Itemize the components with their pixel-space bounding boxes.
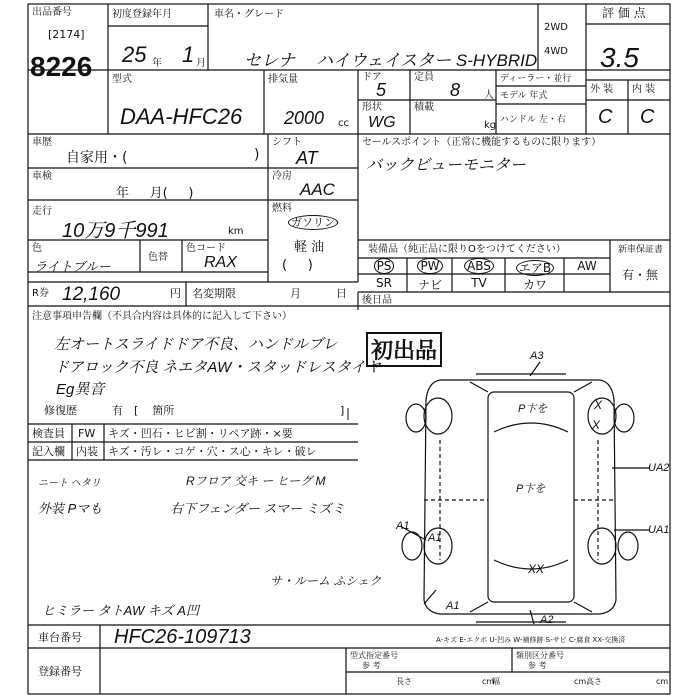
mark-a1-bottom: A1 — [446, 600, 460, 612]
repair-count: [ 箇所 — [134, 404, 175, 417]
equip-navi: ナビ — [417, 278, 442, 292]
shape-label: 形状 — [362, 102, 382, 113]
equip-tv: TV — [471, 276, 487, 290]
remark-4: ヒミラー タトAW キズ A凹 — [42, 603, 199, 618]
reg-year: 25 — [122, 42, 147, 67]
color-code-value: RAX — [204, 254, 237, 271]
type-label: 型式 — [112, 74, 132, 85]
car-name-label: 車名・グレード — [214, 9, 284, 20]
mark-pmc-mid: P卞を — [516, 483, 546, 495]
equip-airbag: エアB — [508, 259, 562, 276]
warranty-value: 有・無 — [622, 268, 659, 282]
history-label: 車歴 — [32, 137, 52, 148]
doors-value: 5 — [376, 80, 387, 100]
remark-2: 外装 Pマも — [38, 501, 103, 516]
remark-2b: 右下フェンダー スマー ミズミ — [170, 501, 345, 516]
notes-line2: ドアロック不良 ネエタAW・スタッドレスタイヤ — [54, 359, 381, 376]
first-reg-label: 初度登録年月 — [112, 9, 172, 20]
reg-month: 1 — [182, 42, 195, 67]
equip-leather: カワ — [522, 278, 547, 292]
lot-sub: [2174] — [48, 28, 85, 41]
notes-line3: Eg異音 — [56, 381, 105, 398]
equip-sr: SR — [376, 276, 392, 290]
exterior-grade: C — [598, 106, 613, 128]
remark-1b: Rフロア 交キ ー ヒーグ M — [186, 474, 326, 488]
displacement-value: 2000 — [284, 108, 325, 128]
mark-ua1: UA1 — [648, 524, 670, 536]
persons-unit: 人 — [484, 90, 494, 101]
length-label: 長さ — [396, 677, 412, 686]
interior-label-row: 内装 — [76, 445, 98, 458]
remark-3: サ・ルーム ふシェク — [270, 574, 382, 588]
first-listing-stamp: 初出品 — [366, 332, 442, 367]
class-label: 類別区分番号 — [516, 651, 564, 660]
color-label: 色 — [32, 243, 42, 254]
drive-2wd: 2WD — [544, 22, 568, 33]
inspector-label: 検査員 — [32, 427, 65, 440]
mark-a2: A2 — [540, 614, 554, 626]
color-change-label: 色替 — [148, 252, 168, 263]
equip-abs: ABS — [456, 259, 502, 273]
displacement-label: 排気量 — [268, 74, 298, 85]
history-close: ) — [254, 147, 260, 163]
month-unit: 月 — [196, 58, 206, 69]
inspector-row2: キズ・汚レ・コゲ・穴・ス心・キレ・破レ — [108, 445, 317, 458]
equipment-label: 装備品（純正品に限りOをつけてください） — [368, 244, 566, 255]
fuel-gasoline: ガソリン — [288, 214, 338, 230]
repair-label: 修復歴 — [44, 404, 77, 417]
equip-aw: AW — [577, 259, 597, 273]
repair-close: ] — [340, 404, 345, 417]
interior-grade: C — [640, 106, 655, 128]
rating-value: 3.5 — [600, 42, 639, 73]
mark-x2: X — [592, 418, 601, 432]
mark-a1-left: A1 — [396, 520, 410, 532]
load-label: 積載 — [414, 102, 434, 113]
kg-unit: kg — [484, 120, 497, 131]
km-unit: km — [228, 226, 244, 237]
handle-label: ハンドル 左・右 — [500, 115, 566, 125]
rating-label: 評 価 点 — [602, 6, 646, 20]
mark-x1: X — [594, 398, 603, 412]
width-label: 幅 — [492, 677, 500, 686]
width-unit: cm — [574, 677, 587, 686]
name-change-day: 日 — [336, 287, 347, 300]
ac-label: 冷房 — [272, 171, 292, 182]
interior-label: 内 装 — [632, 84, 656, 95]
special-label: 型式指定番号 — [350, 651, 398, 660]
mark-a1-wheel: A1 — [428, 532, 442, 544]
exterior-label: 外 装 — [590, 84, 614, 95]
length-unit: cm — [482, 677, 495, 686]
ac-value: AAC — [300, 180, 335, 199]
shift-label: シフト — [272, 137, 302, 148]
fuel-diesel: 軽 油 — [294, 240, 325, 255]
car-grade: ハイウェイスター S-HYBRID — [316, 51, 538, 70]
car-model: セレナ — [244, 51, 295, 70]
equip-ps: PS — [364, 259, 404, 273]
height-unit: cm — [656, 677, 669, 686]
name-change-month: 月 — [290, 287, 301, 300]
doors-label: ドア — [362, 72, 382, 83]
class-sub: 参 考 — [528, 661, 547, 670]
fuel-other: ( ) — [282, 258, 313, 273]
special-sub: 参 考 — [362, 661, 381, 670]
later-doc-label: 後日品 — [362, 295, 392, 306]
type-value: DAA-HFC26 — [120, 104, 243, 129]
inspector-row1: キズ・凹石・ヒビ割・リペア跡・×要 — [108, 427, 293, 440]
name-change-label: 名変期限 — [192, 287, 236, 300]
height-label: 高さ — [586, 677, 602, 686]
mark-xx: XX — [528, 562, 545, 576]
chassis-label: 車台番号 — [38, 631, 82, 644]
color-value: ライトブルー — [34, 259, 111, 274]
chassis-value: HFC26-109713 — [114, 626, 251, 648]
remark-1: ニート ヘタリ — [38, 478, 101, 489]
lot-number: 8226 — [30, 51, 93, 82]
notes-line1: 左オートスライドドア不良、ハンドルブレ — [54, 336, 338, 353]
shape-value: WG — [368, 114, 396, 131]
mileage-label: 走行 — [32, 206, 52, 217]
equip-pw: PW — [410, 259, 450, 273]
yen-unit: 円 — [170, 287, 181, 300]
dealer-label: ディーラー・並行 — [500, 74, 572, 84]
lot-label: 出品番号 — [32, 7, 72, 18]
sales-label: セールスポイント（正常に機能するものに限ります） — [362, 137, 602, 148]
cc-unit: cc — [338, 118, 349, 129]
mark-pmc-top: P卞を — [518, 403, 548, 415]
recycle-label: R券 — [32, 288, 49, 299]
damage-legend: A-キズ E-エクボ U-凹み W-補修跡 S-サビ C-腐食 XX-交換済 — [436, 636, 626, 644]
inspection-value: 年 月( ) — [116, 186, 194, 201]
recycle-value: 12,160 — [62, 284, 121, 305]
capacity-value: 8 — [450, 80, 461, 100]
model-year-label: モデル 年式 — [500, 91, 548, 101]
shift-value: AT — [296, 148, 318, 168]
fw-label: FW — [78, 427, 96, 440]
mark-ua2: UA2 — [648, 462, 670, 474]
color-code-label: 色コード — [186, 243, 226, 254]
inspection-label: 車検 — [32, 171, 52, 182]
inspector-label-2: 記入欄 — [32, 445, 65, 458]
year-unit: 年 — [152, 58, 162, 69]
sales-value: バックビューモニター — [366, 157, 527, 174]
fuel-label: 燃料 — [272, 203, 292, 214]
mark-a3: A3 — [530, 350, 544, 362]
notes-label: 注意事項申告欄（不具合内容は具体的に記入して下さい） — [32, 311, 292, 322]
capacity-label: 定員 — [414, 72, 434, 83]
drive-4wd: 4WD — [544, 46, 568, 57]
history-value: 自家用・( — [66, 150, 128, 166]
repair-value: 有 — [112, 404, 123, 417]
reg-label: 登録番号 — [38, 665, 82, 678]
mileage-value: 10万9千991 — [62, 220, 169, 242]
warranty-label: 新車保証書 — [618, 245, 664, 255]
